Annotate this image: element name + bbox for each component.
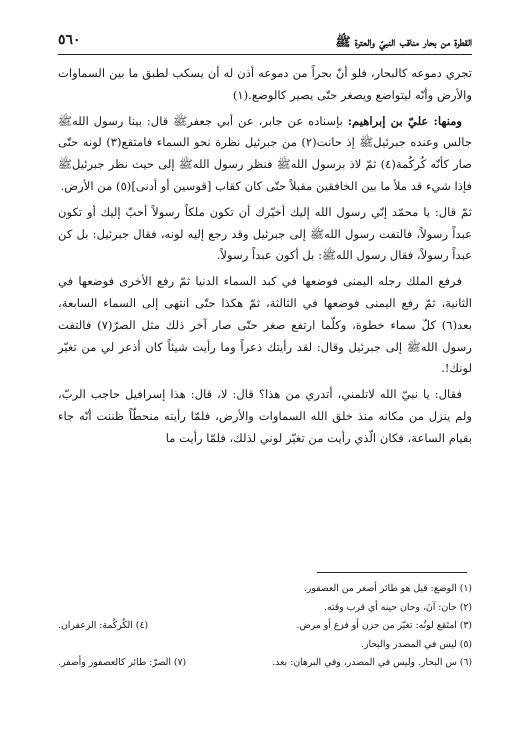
footnotes [58,580,472,673]
footnote-row [58,599,472,618]
paragraph: فقال: يا نبيّ الله لاتلمني، أتدري من هذا؟ قال: لا، قال: هذا إسرافيل حاجب الربّ، ولم ينزل من مكانه منذ خلق الله السماوات والأرض، فلمّا رأيته منحطّاً ظننت أنّه جاء بقيام الساعة، فكان الّذي رأيت من تغيّر لوني لذلك، فلمّا رأيت ما [58,387,472,445]
footnote: (٧) الصرّ: طائر كالعصفور وأصفر. [58,657,187,668]
main-text [58,63,472,454]
footnote-row [58,636,472,655]
page-number: ٥٦٠ [58,32,81,48]
footnote-row [58,617,472,636]
paragraph-hadith [58,111,472,198]
hadith-source: ومنها: عليّ بن إبراهيم: [347,113,463,128]
paragraph: ثمّ قال: يا محمّد إنّي رسول الله إليك أخيّرك أن تكون ملكاً رسولاً أحبّ إليك أو تكون عبداً رسولاً، فالتفت رسول اللهﷺ إلى جبرئيل وقد رجع إليه لونه، فقال جبرئيل: بل كن عبداً رسولاً، فقال رسول اللهﷺ: بل أكون عبداً رسولاً. [58,204,472,263]
footnote: (٢) حان: آنَ، وحان حينه أي قرب وقته. [323,601,472,613]
footnote: (٥) ليس في المصدر والبحار. [361,638,472,650]
footnote: (٣) امتَقع لونُه: تغيّر من حزن أو فزع أو مرض. [296,620,472,631]
footnote: (١) الوضع: قيل هو طائر أصغر من العصفور. [303,583,472,594]
book-title: القطرة من بحار مناقب النبيّ والعترة ﷺ [335,34,472,49]
paragraph-text: بإسناده عن جابر، عن أبي جعفرﷺ قال: بينا رسول اللهﷺ جالس وعنده جبرئيلﷺ إذ حانت(٢) من جبرئيل نظرة نحو السماء فامتقع(٣) لونه حتّى صار كأنّه كُركُمة(٤) ثمّ لاذ برسول اللهﷺ فنظر رسول اللهﷺ إلى حيث نظر جبرئيلﷺ فإذا شيء قد ملأ ما بين الخافقين مقبلاً حتّى كان كقاب [قوسين أو أدنى](٥) من الأرض. [58,113,472,193]
paragraph: فرفع الملك رجله اليمنى فوضعها في كبد السماء الدنيا ثمّ رفع الأخرى فوضعها في الثانية، ثمّ رفع اليمنى فوضعها في الثالثة، ثمّ هكذا حتّى انتهى إلى السماء السابعة، بعد(٦) كلّ سماء خطوة، وكلّما ارتفع صغر حتّى صار آخر ذلك مثل الصرّ(٧) فالتفت رسول اللهﷺ إلى جبرئيل وقال: لقد رأيتك ذعراً وما رأيت شيئاً كان أذعر لي من تغيّر لونك!. [58,274,472,376]
footnote: (٤) الكُركُمة: الزعفران. [58,620,149,631]
footnote-divider [317,572,467,573]
paragraph: تجري دموعه كالبحار، فلو أنّ بحراً من دموعه أذن له أن يسكب لطبق ما بين السماوات والأرض وأنّه ليتواضع ويصغر حتّى يصير كالوضع.(١) [58,66,472,102]
footnote-row [58,580,472,599]
footnote: (٦) س البحار. وليس في المصدر، وفي البرهان: بعد. [272,657,472,668]
footnote-row [58,654,472,673]
running-header [58,32,472,55]
